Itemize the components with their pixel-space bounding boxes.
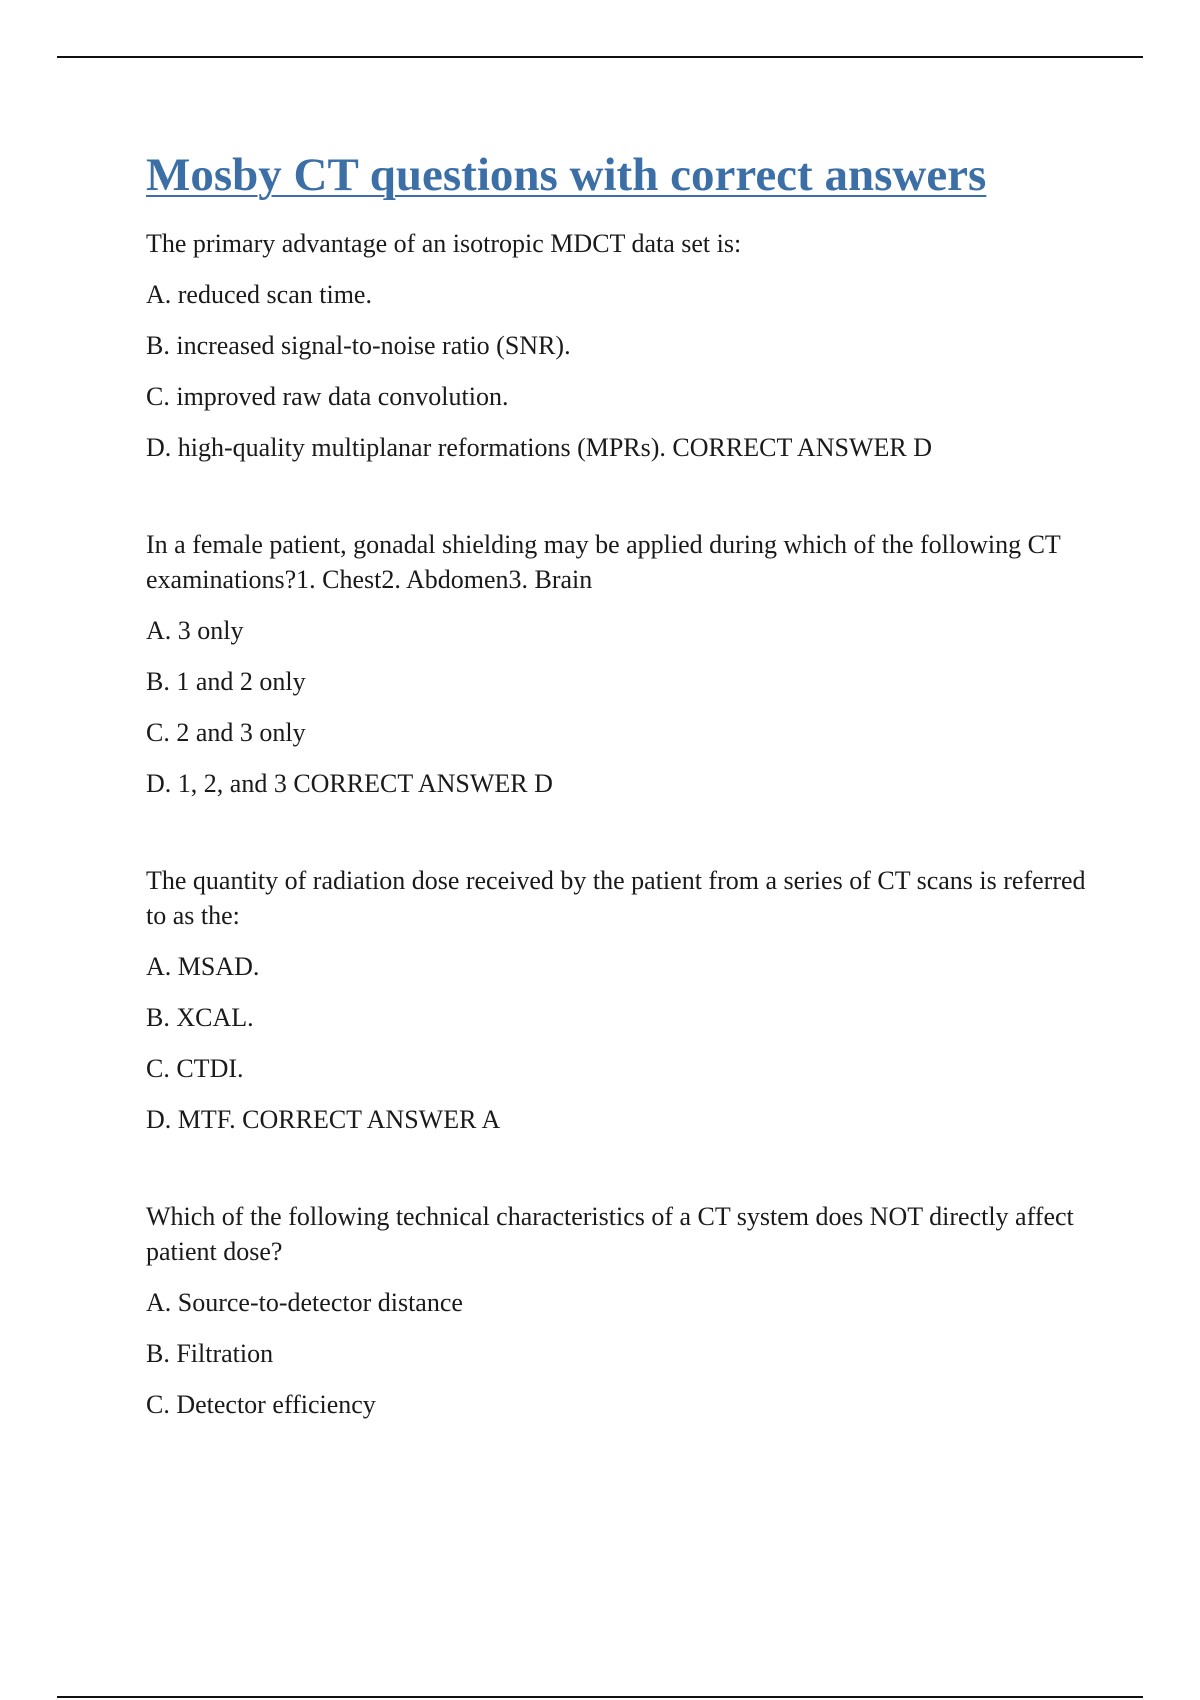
question-3-option-a: A. MSAD.: [146, 952, 260, 981]
question-1: [146, 226, 1096, 465]
question-1-option-b: B. increased signal-to-noise ratio (SNR).: [146, 331, 571, 360]
question-4-option-c: C. Detector efficiency: [146, 1390, 376, 1419]
question-2-option-c: C. 2 and 3 only: [146, 718, 306, 747]
question-1-option-c: C. improved raw data convolution.: [146, 382, 509, 411]
top-divider: [57, 56, 1143, 58]
question-4-text: Which of the following technical characteristics of a CT system does NOT directly affect patient dose?: [146, 1202, 1074, 1266]
question-2-option-a: A. 3 only: [146, 616, 244, 645]
question-1-text: The primary advantage of an isotropic MDCT data set is:: [146, 229, 742, 258]
question-3-text: The quantity of radiation dose received by the patient from a series of CT scans is referred to as the:: [146, 866, 1086, 930]
question-4-option-a: A. Source-to-detector distance: [146, 1288, 463, 1317]
question-1-option-a: A. reduced scan time.: [146, 280, 372, 309]
question-4-option-b: B. Filtration: [146, 1339, 274, 1368]
question-1-option-d: D. high-quality multiplanar reformations (MPRs). CORRECT ANSWER D: [146, 433, 932, 462]
question-2-text: In a female patient, gonadal shielding may be applied during which of the following CT examinations?1. Chest2. Abdomen3. Brain: [146, 530, 1061, 594]
question-3: [146, 863, 1096, 1137]
question-3-option-c: C. CTDI.: [146, 1054, 244, 1083]
question-2-option-d: D. 1, 2, and 3 CORRECT ANSWER D: [146, 769, 553, 798]
document-body: [146, 146, 1096, 1438]
question-3-option-d: D. MTF. CORRECT ANSWER A: [146, 1105, 501, 1134]
question-3-option-b: B. XCAL.: [146, 1003, 254, 1032]
question-2-option-b: B. 1 and 2 only: [146, 667, 306, 696]
bottom-divider: [57, 1696, 1143, 1698]
question-4: [146, 1199, 1096, 1422]
question-2: [146, 527, 1096, 801]
document-title: Mosby CT questions with correct answers: [146, 149, 987, 201]
